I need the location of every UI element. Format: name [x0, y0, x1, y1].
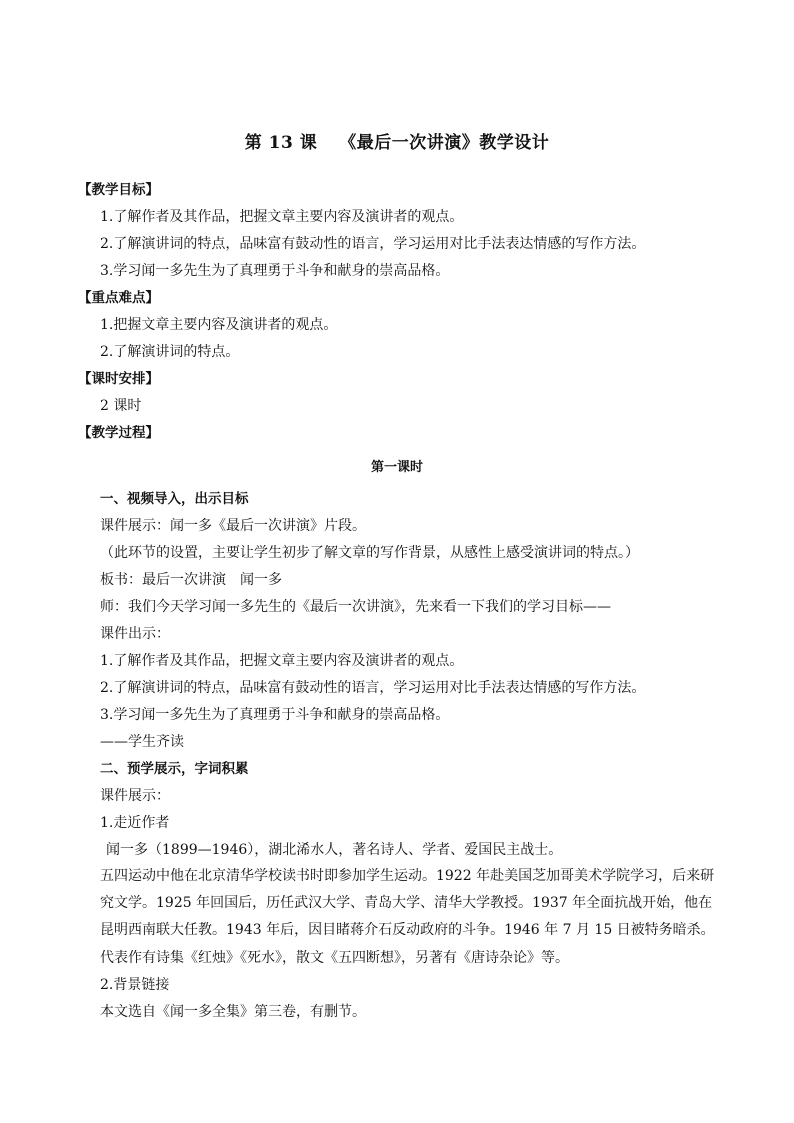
schedule-text: 2 课时	[100, 398, 142, 414]
lesson-number: 第 13 课	[244, 133, 318, 153]
goal-item: 3.学习闻一多先生为了真理勇于斗争和献身的崇高品格。	[100, 263, 450, 279]
part1-line: 1.了解作者及其作品，把握文章主要内容及演讲者的观点。	[100, 653, 464, 669]
part1-line: ——学生齐读	[100, 734, 184, 750]
part1-line: （此环节的设置，主要让学生初步了解文章的写作背景，从感性上感受演讲词的特点。）	[100, 545, 639, 561]
section-heading-key-points: 【重点难点】	[78, 290, 159, 306]
goal-item: 1.了解作者及其作品，把握文章主要内容及演讲者的观点。	[100, 209, 464, 225]
part1-line: 课件展示：闻一多《最后一次讲演》片段。	[100, 518, 366, 534]
part1-line: 2.了解演讲词的特点，品味富有鼓动性的语言，学习运用对比手法表达情感的写作方法。	[100, 680, 646, 696]
part1-line: 课件出示：	[100, 626, 170, 642]
document-title	[0, 128, 794, 153]
section-heading-process: 【教学过程】	[78, 425, 159, 441]
goal-item: 2.了解演讲词的特点，品味富有鼓动性的语言，学习运用对比手法表达情感的写作方法。	[100, 236, 646, 252]
key-point-item: 1.把握文章主要内容及演讲者的观点。	[100, 317, 338, 333]
part2-sub-background: 2.背景链接	[100, 977, 170, 993]
part1-line: 3.学习闻一多先生为了真理勇于斗争和献身的崇高品格。	[100, 707, 450, 723]
background-source: 本文选自《闻一多全集》第三卷，有删节。	[100, 1004, 366, 1020]
section-heading-goals: 【教学目标】	[78, 182, 159, 198]
author-intro: 闻一多（1899—1946），湖北浠水人，著名诗人、学者、爱国民主战士。	[106, 842, 563, 858]
part2-heading: 二、预学展示，字词积累	[100, 761, 249, 777]
section-heading-schedule: 【课时安排】	[78, 371, 159, 387]
part1-heading: 一、视频导入，出示目标	[100, 491, 249, 507]
part2-sub-author: 1.走近作者	[100, 815, 170, 831]
author-works: 代表作有诗集《红烛》《死水》，散文《五四断想》，另著有《唐诗杂论》等。	[100, 950, 569, 966]
part2-intro: 课件展示：	[100, 788, 170, 804]
author-bio: 五四运动中他在北京清华学校读书时即参加学生运动。1922 年赴美国芝加哥美术学院学习，后来研究文学。1925 年回国后，历任武汉大学、青岛大学、清华大学教授。1937 年全面抗战开始，他在昆明西南联大任教。1943 年后，因目睹蒋介石反动政府的斗争。1946 年 7 月 15 日被特务暗杀。	[100, 868, 715, 938]
part1-line: 板书：最后一次讲演 闻一多	[100, 572, 282, 588]
session-title: 第一课时	[370, 460, 423, 475]
key-point-item: 2.了解演讲词的特点。	[100, 344, 240, 360]
lesson-name: 《最后一次讲演》教学设计	[339, 133, 550, 153]
part1-line: 师：我们今天学习闻一多先生的《最后一次讲演》，先来看一下我们的学习目标——	[100, 599, 611, 615]
